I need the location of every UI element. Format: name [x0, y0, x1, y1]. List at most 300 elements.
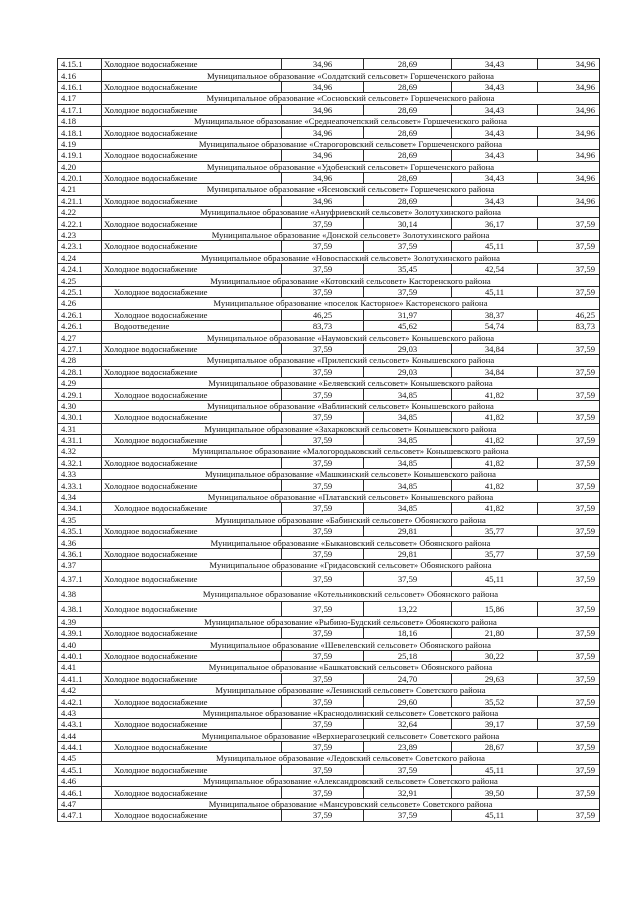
- row-number: 4.46: [58, 776, 102, 787]
- municipality-header-row: [58, 662, 600, 673]
- municipality-title: Муниципальное образование «Ленинский сельсовет» Советского района: [102, 684, 600, 695]
- municipality-header-row: [58, 377, 600, 388]
- tariff-value-3: 29,63: [452, 673, 538, 684]
- tariff-value-4: 37,59: [538, 787, 600, 798]
- row-number: 4.37: [58, 560, 102, 571]
- tariff-value-3: 34,84: [452, 366, 538, 377]
- tariff-value-3: 34,43: [452, 104, 538, 115]
- tariff-row: [58, 286, 600, 297]
- row-number: 4.34: [58, 491, 102, 502]
- row-number: 4.34.1: [58, 503, 102, 514]
- row-number: 4.19.1: [58, 150, 102, 161]
- tariff-row: [58, 320, 600, 331]
- row-number: 4.22.1: [58, 218, 102, 229]
- row-number: 4.43.1: [58, 719, 102, 730]
- tariff-value-4: 37,59: [538, 650, 600, 661]
- municipality-title: Муниципальное образование «Захарковский сельсовет» Конышевского района: [102, 423, 600, 434]
- tariff-value-2: 30,14: [364, 218, 452, 229]
- tariff-value-1: 37,59: [282, 719, 364, 730]
- row-number: 4.16: [58, 70, 102, 81]
- tariff-value-1: 34,96: [282, 59, 364, 70]
- tariff-value-3: 41,82: [452, 480, 538, 491]
- tariff-value-4: 37,59: [538, 503, 600, 514]
- tariff-value-3: 30,22: [452, 650, 538, 661]
- row-number: 4.32.1: [58, 457, 102, 468]
- row-number: 4.47: [58, 798, 102, 809]
- tariff-value-4: 37,59: [538, 457, 600, 468]
- municipality-header-row: [58, 252, 600, 263]
- tariff-row: [58, 195, 600, 206]
- row-number: 4.21: [58, 184, 102, 195]
- tariff-value-3: 54,74: [452, 320, 538, 331]
- service-name: Холодное водоснабжение: [102, 241, 282, 252]
- service-name: Холодное водоснабжение: [102, 480, 282, 491]
- service-name: Холодное водоснабжение: [102, 696, 282, 707]
- municipality-title: Муниципальное образование «Краснодолинский сельсовет» Советского района: [102, 707, 600, 718]
- tariff-value-4: 37,59: [538, 741, 600, 752]
- service-name: Холодное водоснабжение: [102, 810, 282, 821]
- tariff-row: [58, 696, 600, 707]
- tariff-row: [58, 366, 600, 377]
- service-name: Холодное водоснабжение: [102, 264, 282, 275]
- tariff-row: [58, 741, 600, 752]
- municipality-title: Муниципальное образование «Машкинский сельсовет» Конышевского района: [102, 469, 600, 480]
- tariff-row: [58, 810, 600, 821]
- tariff-value-1: 37,59: [282, 366, 364, 377]
- tariff-value-2: 37,59: [364, 571, 452, 586]
- tariff-row: [58, 764, 600, 775]
- row-number: 4.17.1: [58, 104, 102, 115]
- tariff-value-1: 34,96: [282, 195, 364, 206]
- tariff-value-2: 34,85: [364, 480, 452, 491]
- tariff-value-2: 18,16: [364, 627, 452, 638]
- municipality-title: Муниципальное образование «поселок Касторное» Касторенского района: [102, 298, 600, 309]
- tariff-value-4: 34,96: [538, 59, 600, 70]
- row-number: 4.26.1: [58, 320, 102, 331]
- tariff-value-4: 37,59: [538, 548, 600, 559]
- tariff-value-4: 37,59: [538, 764, 600, 775]
- row-number: 4.45: [58, 753, 102, 764]
- tariff-value-2: 28,69: [364, 104, 452, 115]
- tariff-value-3: 21,80: [452, 627, 538, 638]
- tariff-value-3: 34,84: [452, 343, 538, 354]
- tariff-value-1: 37,59: [282, 412, 364, 423]
- row-number: 4.41: [58, 662, 102, 673]
- tariff-table-body: [58, 59, 600, 822]
- municipality-title: Муниципальное образование «Сосновский сельсовет» Горшеченского района: [102, 93, 600, 104]
- row-number: 4.22: [58, 207, 102, 218]
- municipality-header-row: [58, 469, 600, 480]
- municipality-header-row: [58, 184, 600, 195]
- tariff-value-2: 28,69: [364, 59, 452, 70]
- row-number: 4.29: [58, 377, 102, 388]
- service-name: Холодное водоснабжение: [102, 59, 282, 70]
- row-number: 4.39: [58, 616, 102, 627]
- tariff-row: [58, 309, 600, 320]
- service-name: Холодное водоснабжение: [102, 571, 282, 586]
- service-name: Холодное водоснабжение: [102, 526, 282, 537]
- municipality-title: Муниципальное образование «Удобенский сельсовет» Горшеченского района: [102, 161, 600, 172]
- municipality-header-row: [58, 423, 600, 434]
- row-number: 4.39.1: [58, 627, 102, 638]
- tariff-value-2: 37,59: [364, 810, 452, 821]
- tariff-value-1: 37,59: [282, 810, 364, 821]
- row-number: 4.16.1: [58, 81, 102, 92]
- row-number: 4.44: [58, 730, 102, 741]
- tariff-value-3: 34,43: [452, 172, 538, 183]
- row-number: 4.17: [58, 93, 102, 104]
- tariff-row: [58, 719, 600, 730]
- tariff-row: [58, 627, 600, 638]
- tariff-value-2: 23,89: [364, 741, 452, 752]
- tariff-value-4: 37,59: [538, 719, 600, 730]
- tariff-value-3: 38,37: [452, 309, 538, 320]
- tariff-row: [58, 343, 600, 354]
- tariff-value-2: 29,03: [364, 343, 452, 354]
- service-name: Холодное водоснабжение: [102, 127, 282, 138]
- municipality-title: Муниципальное образование «Башкатовский сельсовет» Обоянского района: [102, 662, 600, 673]
- municipality-title: Муниципальное образование «Новоспасский сельсовет» Золотухинского района: [102, 252, 600, 263]
- municipality-header-row: [58, 138, 600, 149]
- tariff-value-3: 39,17: [452, 719, 538, 730]
- tariff-value-3: 41,82: [452, 412, 538, 423]
- tariff-value-3: 41,82: [452, 389, 538, 400]
- row-number: 4.26.1: [58, 309, 102, 320]
- row-number: 4.27: [58, 332, 102, 343]
- tariff-value-2: 32,91: [364, 787, 452, 798]
- tariff-value-2: 45,62: [364, 320, 452, 331]
- row-number: 4.24: [58, 252, 102, 263]
- tariff-value-2: 37,59: [364, 241, 452, 252]
- tariff-value-3: 41,82: [452, 503, 538, 514]
- tariff-row: [58, 673, 600, 684]
- tariff-row: [58, 218, 600, 229]
- row-number: 4.40: [58, 639, 102, 650]
- row-number: 4.33: [58, 469, 102, 480]
- tariff-value-4: 34,96: [538, 81, 600, 92]
- tariff-value-4: 37,59: [538, 434, 600, 445]
- row-number: 4.35: [58, 514, 102, 525]
- tariff-value-3: 35,77: [452, 548, 538, 559]
- tariff-value-4: 37,59: [538, 241, 600, 252]
- municipality-header-row: [58, 115, 600, 126]
- tariff-value-1: 46,25: [282, 309, 364, 320]
- tariff-value-4: 37,59: [538, 627, 600, 638]
- municipality-title: Муниципальное образование «Котельниковский сельсовет» Обоянского района: [102, 586, 600, 601]
- tariff-value-3: 45,11: [452, 286, 538, 297]
- row-number: 4.20: [58, 161, 102, 172]
- service-name: Холодное водоснабжение: [102, 172, 282, 183]
- municipality-title: Муниципальное образование «Ясеновский сельсовет» Горшеченского района: [102, 184, 600, 195]
- service-name: Холодное водоснабжение: [102, 434, 282, 445]
- tariff-row: [58, 548, 600, 559]
- row-number: 4.31.1: [58, 434, 102, 445]
- service-name: Холодное водоснабжение: [102, 195, 282, 206]
- service-name: Холодное водоснабжение: [102, 650, 282, 661]
- row-number: 4.38.1: [58, 601, 102, 616]
- municipality-title: Муниципальное образование «Верхнерагозецкий сельсовет» Советского района: [102, 730, 600, 741]
- tariff-value-4: 37,59: [538, 366, 600, 377]
- tariff-table-page: [57, 58, 599, 822]
- tariff-value-1: 37,59: [282, 696, 364, 707]
- municipality-title: Муниципальное образование «Солдатский сельсовет» Горшеченского района: [102, 70, 600, 81]
- municipality-header-row: [58, 229, 600, 240]
- tariff-value-1: 37,59: [282, 673, 364, 684]
- tariff-value-4: 34,96: [538, 150, 600, 161]
- tariff-value-1: 37,59: [282, 526, 364, 537]
- tariff-value-2: 29,81: [364, 548, 452, 559]
- tariff-row: [58, 526, 600, 537]
- tariff-value-2: 28,69: [364, 172, 452, 183]
- municipality-header-row: [58, 161, 600, 172]
- tariff-value-2: 28,69: [364, 127, 452, 138]
- municipality-title: Муниципальное образование «Шевелевский сельсовет» Обоянского района: [102, 639, 600, 650]
- municipality-header-row: [58, 616, 600, 627]
- service-name: Холодное водоснабжение: [102, 81, 282, 92]
- tariff-value-2: 31,97: [364, 309, 452, 320]
- row-number: 4.23.1: [58, 241, 102, 252]
- row-number: 4.40.1: [58, 650, 102, 661]
- tariff-value-1: 37,59: [282, 286, 364, 297]
- tariff-row: [58, 150, 600, 161]
- service-name: Холодное водоснабжение: [102, 601, 282, 616]
- tariff-row: [58, 480, 600, 491]
- municipality-header-row: [58, 70, 600, 81]
- municipality-title: Муниципальное образование «Беляевский сельсовет» Конышевского района: [102, 377, 600, 388]
- tariff-row: [58, 389, 600, 400]
- tariff-value-1: 37,59: [282, 601, 364, 616]
- tariff-value-2: 32,64: [364, 719, 452, 730]
- tariff-value-1: 83,73: [282, 320, 364, 331]
- service-name: Водоотведение: [102, 320, 282, 331]
- row-number: 4.46.1: [58, 787, 102, 798]
- row-number: 4.18: [58, 115, 102, 126]
- tariff-value-2: 34,85: [364, 412, 452, 423]
- tariff-value-4: 37,59: [538, 343, 600, 354]
- service-name: Холодное водоснабжение: [102, 787, 282, 798]
- tariff-value-1: 37,59: [282, 627, 364, 638]
- tariff-value-1: 34,96: [282, 172, 364, 183]
- tariff-value-3: 28,67: [452, 741, 538, 752]
- municipality-header-row: [58, 560, 600, 571]
- tariff-value-1: 37,59: [282, 480, 364, 491]
- tariff-value-4: 37,59: [538, 673, 600, 684]
- municipality-header-row: [58, 93, 600, 104]
- service-name: Холодное водоснабжение: [102, 764, 282, 775]
- tariff-value-4: 37,59: [538, 810, 600, 821]
- municipality-title: Муниципальное образование «Донской сельсовет» Золотухинского района: [102, 229, 600, 240]
- municipality-header-row: [58, 639, 600, 650]
- municipality-title: Муниципальное образование «Наумовский сельсовет» Конышевского района: [102, 332, 600, 343]
- tariff-row: [58, 650, 600, 661]
- municipality-title: Муниципальное образование «Рыбино-Будский сельсовет» Обоянского района: [102, 616, 600, 627]
- municipality-title: Муниципальное образование «Котовский сельсовет» Касторенского района: [102, 275, 600, 286]
- row-number: 4.26: [58, 298, 102, 309]
- tariff-value-3: 41,82: [452, 434, 538, 445]
- municipality-title: Муниципальное образование «Бабинский сельсовет» Обоянского района: [102, 514, 600, 525]
- municipality-header-row: [58, 446, 600, 457]
- municipality-header-row: [58, 275, 600, 286]
- tariff-value-2: 37,59: [364, 764, 452, 775]
- row-number: 4.27.1: [58, 343, 102, 354]
- municipality-header-row: [58, 776, 600, 787]
- tariff-value-4: 37,59: [538, 571, 600, 586]
- municipality-title: Муниципальное образование «Гридасовский сельсовет» Обоянского района: [102, 560, 600, 571]
- tariff-value-2: 34,85: [364, 389, 452, 400]
- municipality-header-row: [58, 730, 600, 741]
- row-number: 4.25: [58, 275, 102, 286]
- row-number: 4.30: [58, 400, 102, 411]
- tariff-value-3: 35,77: [452, 526, 538, 537]
- tariff-value-1: 34,96: [282, 127, 364, 138]
- row-number: 4.28: [58, 355, 102, 366]
- row-number: 4.36.1: [58, 548, 102, 559]
- tariff-value-3: 34,43: [452, 195, 538, 206]
- tariff-value-2: 28,69: [364, 150, 452, 161]
- tariff-value-4: 34,96: [538, 172, 600, 183]
- tariff-row: [58, 127, 600, 138]
- row-number: 4.44.1: [58, 741, 102, 752]
- municipality-header-row: [58, 332, 600, 343]
- tariff-value-1: 37,59: [282, 741, 364, 752]
- tariff-value-2: 29,81: [364, 526, 452, 537]
- service-name: Холодное водоснабжение: [102, 366, 282, 377]
- row-number: 4.18.1: [58, 127, 102, 138]
- municipality-header-row: [58, 400, 600, 411]
- row-number: 4.45.1: [58, 764, 102, 775]
- tariff-value-4: 37,59: [538, 389, 600, 400]
- tariff-value-4: 46,25: [538, 309, 600, 320]
- tariff-value-1: 37,59: [282, 548, 364, 559]
- tariff-value-4: 37,59: [538, 412, 600, 423]
- tariff-row: [58, 457, 600, 468]
- tariff-value-3: 34,43: [452, 81, 538, 92]
- row-number: 4.23: [58, 229, 102, 240]
- municipality-title: Муниципальное образование «Быкановский сельсовет» Обоянского района: [102, 537, 600, 548]
- tariff-value-4: 34,96: [538, 127, 600, 138]
- tariff-value-1: 34,96: [282, 150, 364, 161]
- service-name: Холодное водоснабжение: [102, 218, 282, 229]
- municipality-title: Муниципальное образование «Платавский сельсовет» Конышевского района: [102, 491, 600, 502]
- municipality-header-row: [58, 537, 600, 548]
- row-number: 4.42: [58, 684, 102, 695]
- row-number: 4.28.1: [58, 366, 102, 377]
- tariff-value-4: 37,59: [538, 218, 600, 229]
- tariff-value-2: 34,85: [364, 457, 452, 468]
- tariff-value-1: 37,59: [282, 218, 364, 229]
- row-number: 4.20.1: [58, 172, 102, 183]
- tariff-value-1: 37,59: [282, 389, 364, 400]
- tariff-value-3: 42,54: [452, 264, 538, 275]
- tariff-value-1: 34,96: [282, 81, 364, 92]
- row-number: 4.24.1: [58, 264, 102, 275]
- tariff-value-4: 34,96: [538, 104, 600, 115]
- tariff-value-3: 39,50: [452, 787, 538, 798]
- tariff-value-2: 29,60: [364, 696, 452, 707]
- tariff-value-1: 37,59: [282, 457, 364, 468]
- municipality-header-row: [58, 707, 600, 718]
- service-name: Холодное водоснабжение: [102, 457, 282, 468]
- tariff-row: [58, 412, 600, 423]
- service-name: Холодное водоснабжение: [102, 104, 282, 115]
- municipality-title: Муниципальное образование «Прилепский сельсовет» Конышевского района: [102, 355, 600, 366]
- tariff-value-1: 34,96: [282, 104, 364, 115]
- tariff-row: [58, 241, 600, 252]
- row-number: 4.35.1: [58, 526, 102, 537]
- row-number: 4.33.1: [58, 480, 102, 491]
- tariff-row: [58, 601, 600, 616]
- tariff-value-2: 34,85: [364, 434, 452, 445]
- tariff-value-4: 37,59: [538, 696, 600, 707]
- tariff-row: [58, 571, 600, 586]
- municipality-header-row: [58, 684, 600, 695]
- tariff-value-2: 24,70: [364, 673, 452, 684]
- tariff-row: [58, 264, 600, 275]
- service-name: Холодное водоснабжение: [102, 719, 282, 730]
- municipality-header-row: [58, 298, 600, 309]
- row-number: 4.36: [58, 537, 102, 548]
- row-number: 4.29.1: [58, 389, 102, 400]
- row-number: 4.47.1: [58, 810, 102, 821]
- tariff-value-4: 37,59: [538, 286, 600, 297]
- tariff-value-1: 37,59: [282, 571, 364, 586]
- tariff-value-3: 45,11: [452, 571, 538, 586]
- service-name: Холодное водоснабжение: [102, 673, 282, 684]
- municipality-title: Муниципальное образование «Малогородьковский сельсовет» Конышевского района: [102, 446, 600, 457]
- service-name: Холодное водоснабжение: [102, 741, 282, 752]
- municipality-header-row: [58, 207, 600, 218]
- municipality-title: Муниципальное образование «Ледовский сельсовет» Советского района: [102, 753, 600, 764]
- tariff-value-1: 37,59: [282, 434, 364, 445]
- tariff-row: [58, 787, 600, 798]
- tariff-value-3: 34,43: [452, 127, 538, 138]
- municipality-header-row: [58, 355, 600, 366]
- tariff-value-3: 15,86: [452, 601, 538, 616]
- municipality-title: Муниципальное образование «Ваблинский сельсовет» Конышевского района: [102, 400, 600, 411]
- municipality-title: Муниципальное образование «Среднеапочепский сельсовет» Горшеченского района: [102, 115, 600, 126]
- row-number: 4.43: [58, 707, 102, 718]
- municipality-header-row: [58, 491, 600, 502]
- tariff-value-4: 83,73: [538, 320, 600, 331]
- row-number: 4.41.1: [58, 673, 102, 684]
- municipality-header-row: [58, 753, 600, 764]
- service-name: Холодное водоснабжение: [102, 627, 282, 638]
- row-number: 4.19: [58, 138, 102, 149]
- row-number: 4.37.1: [58, 571, 102, 586]
- row-number: 4.38: [58, 586, 102, 601]
- service-name: Холодное водоснабжение: [102, 389, 282, 400]
- service-name: Холодное водоснабжение: [102, 503, 282, 514]
- tariff-value-3: 36,17: [452, 218, 538, 229]
- row-number: 4.30.1: [58, 412, 102, 423]
- service-name: Холодное водоснабжение: [102, 286, 282, 297]
- service-name: Холодное водоснабжение: [102, 548, 282, 559]
- row-number: 4.31: [58, 423, 102, 434]
- tariff-value-3: 45,11: [452, 241, 538, 252]
- tariff-value-3: 45,11: [452, 764, 538, 775]
- municipality-title: Муниципальное образование «Александровский сельсовет» Советского района: [102, 776, 600, 787]
- tariff-value-1: 37,59: [282, 787, 364, 798]
- municipality-title: Муниципальное образование «Мансуровский сельсовет» Советского района: [102, 798, 600, 809]
- tariff-value-2: 28,69: [364, 195, 452, 206]
- tariff-value-2: 13,22: [364, 601, 452, 616]
- row-number: 4.42.1: [58, 696, 102, 707]
- tariff-row: [58, 172, 600, 183]
- tariff-value-1: 37,59: [282, 241, 364, 252]
- tariff-value-3: 35,52: [452, 696, 538, 707]
- service-name: Холодное водоснабжение: [102, 343, 282, 354]
- tariff-value-3: 41,82: [452, 457, 538, 468]
